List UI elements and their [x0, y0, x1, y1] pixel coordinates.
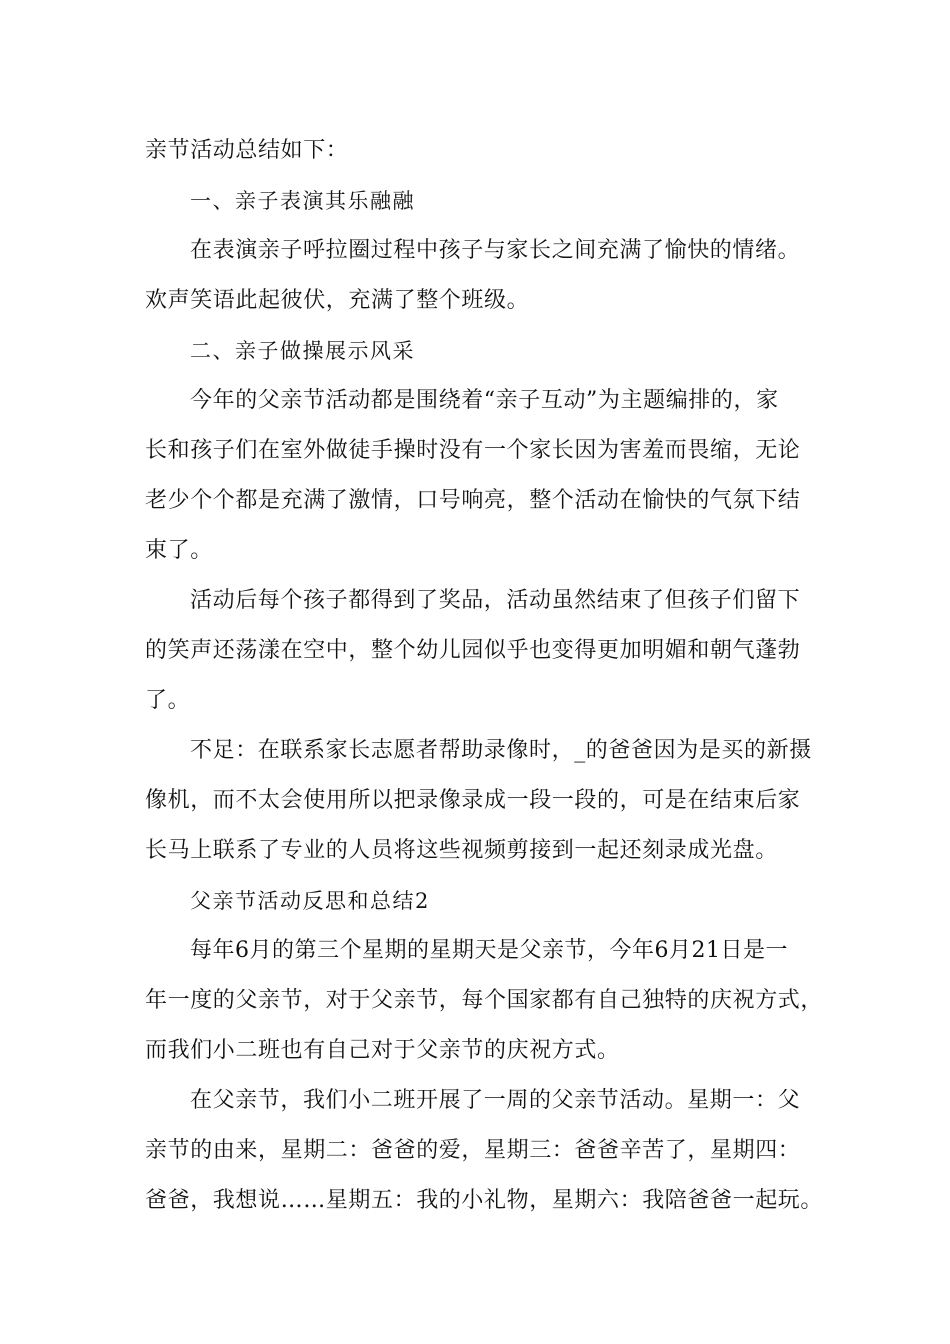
paragraph-line: 长马上联系了专业的人员将这些视频剪接到一起还刻录成光盘。: [145, 838, 778, 863]
paragraph-line: 束了。: [145, 538, 213, 563]
paragraph-line: 的笑声还荡漾在空中，整个幼儿园似乎也变得更加明媚和朝气蓬勃: [145, 638, 801, 663]
paragraph-line: 而我们小二班也有自己对于父亲节的庆祝方式。: [145, 1038, 620, 1063]
paragraph-line: 像机，而不太会使用所以把录像录成一段一段的，可是在结束后家: [145, 788, 801, 813]
paragraph-line: 亲节的由来，星期二：爸爸的爱，星期三：爸爸辛苦了，星期四：: [145, 1138, 801, 1163]
paragraph-line: 老少个个都是充满了激情，口号响亮，整个活动在愉快的气氛下结: [145, 488, 801, 513]
paragraph-line: 了。: [145, 688, 191, 713]
paragraph-line: 不足：在联系家长志愿者帮助录像时，_的爸爸因为是买的新摄: [190, 738, 812, 763]
paragraph-line: 爸爸，我想说……星期五：我的小礼物，星期六：我陪爸爸一起玩。: [145, 1188, 824, 1213]
section-title: 父亲节活动反思和总结2: [190, 889, 430, 913]
intro-line: 亲节活动总结如下：: [145, 138, 349, 163]
paragraph-line: 在表演亲子呼拉圈过程中孩子与家长之间充满了愉快的情绪。: [190, 238, 801, 263]
section-heading-1: 一、亲子表演其乐融融: [190, 189, 415, 213]
paragraph-line: 年一度的父亲节，对于父亲节，每个国家都有自己独特的庆祝方式，: [145, 988, 824, 1013]
paragraph-line: 今年的父亲节活动都是围绕着“亲子互动”为主题编排的，家: [190, 388, 779, 413]
paragraph-line: 欢声笑语此起彼伏，充满了整个班级。: [145, 288, 530, 313]
paragraph-line: 长和孩子们在室外做徒手操时没有一个家长因为害羞而畏缩，无论: [145, 438, 801, 463]
section-heading-2: 二、亲子做操展示风采: [190, 339, 415, 363]
paragraph-line: 在父亲节，我们小二班开展了一周的父亲节活动。星期一：父: [190, 1088, 801, 1113]
paragraph-line: 每年6月的第三个星期的星期天是父亲节，今年6月21日是一: [190, 938, 788, 963]
paragraph-line: 活动后每个孩子都得到了奖品，活动虽然结束了但孩子们留下: [190, 588, 801, 613]
